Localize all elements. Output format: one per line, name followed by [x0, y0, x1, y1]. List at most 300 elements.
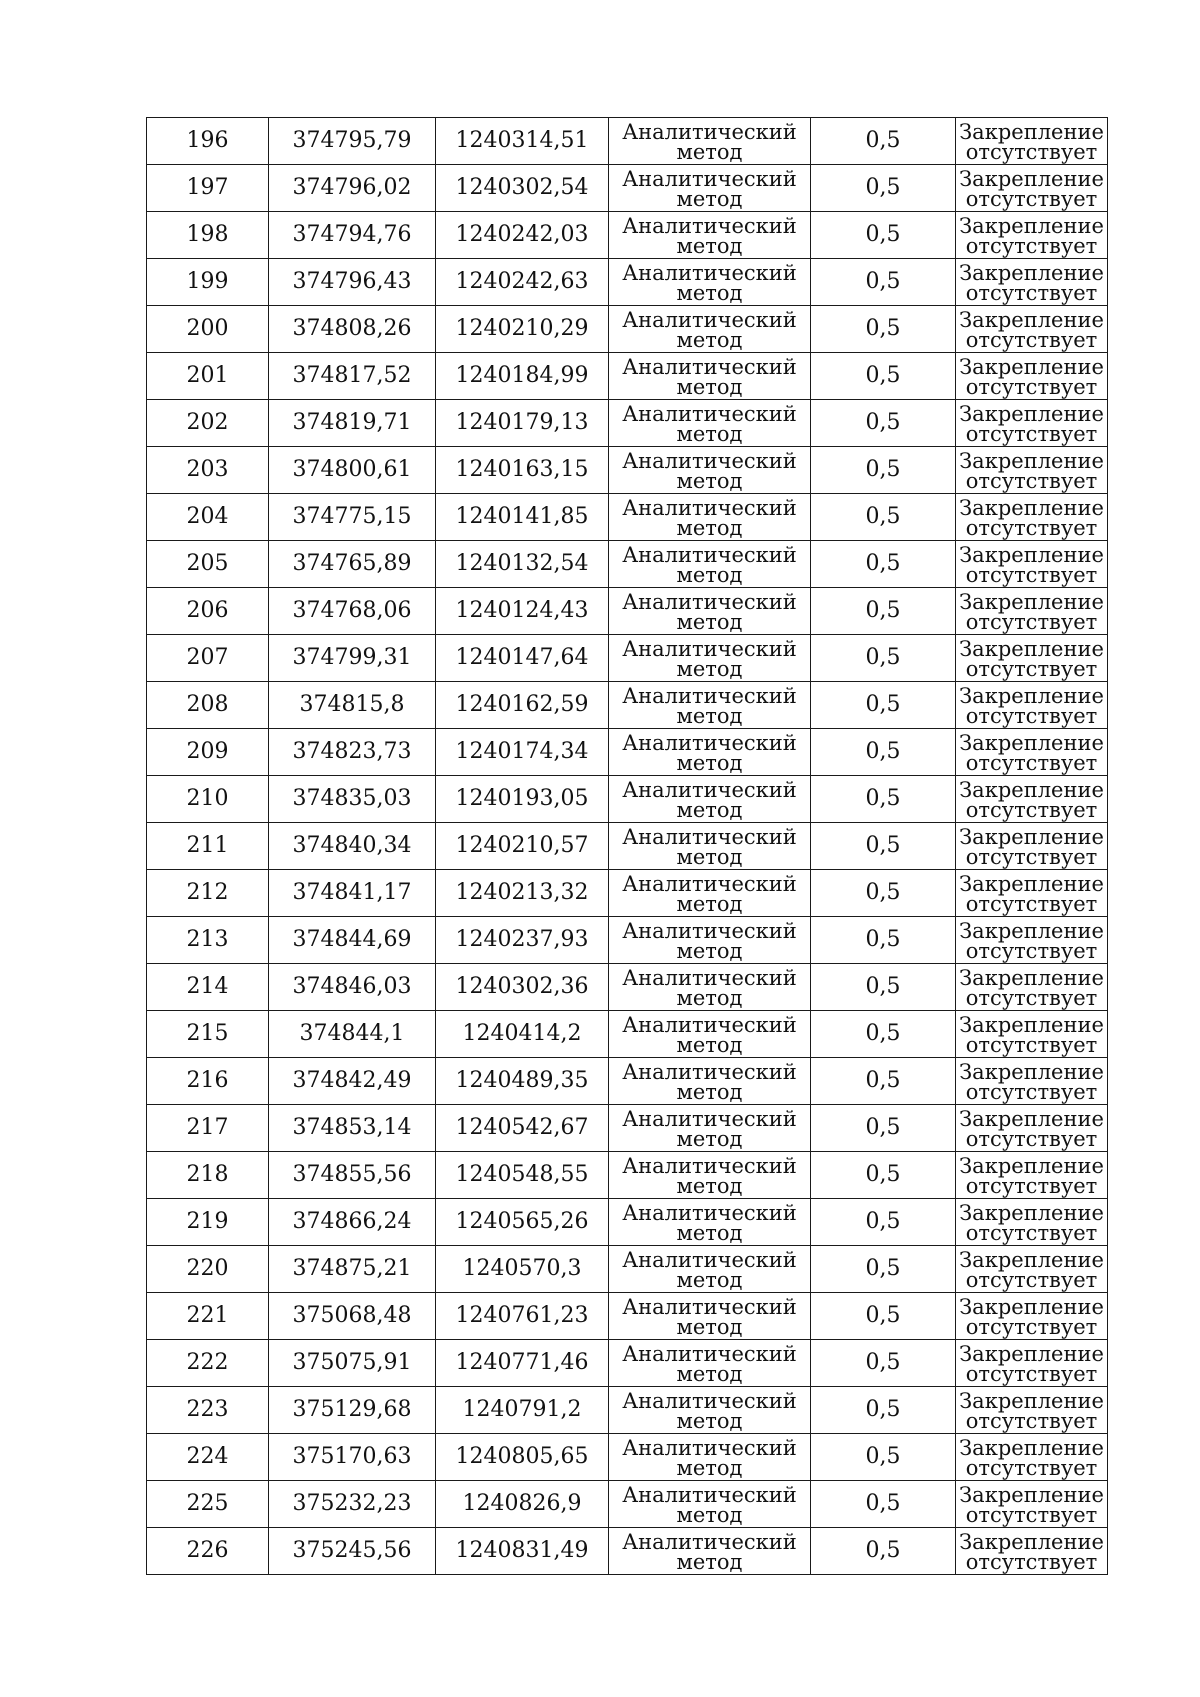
x-coordinate-cell: 374768,06	[269, 588, 436, 635]
accuracy-cell: 0,5	[811, 400, 956, 447]
fixation-line-1: Закрепление	[959, 636, 1104, 661]
fixation-cell	[956, 353, 1108, 400]
point-number-cell: 200	[147, 306, 269, 353]
method-line-1: Аналитический	[622, 1388, 797, 1413]
point-number-cell: 225	[147, 1481, 269, 1528]
fixation-cell	[956, 917, 1108, 964]
x-coordinate-cell: 374795,79	[269, 118, 436, 165]
method-line-2: метод	[676, 139, 743, 164]
method-line-2: метод	[676, 703, 743, 728]
fixation-line-1: Закрепление	[959, 871, 1104, 896]
method-line-1: Аналитический	[622, 1200, 797, 1225]
fixation-line-1: Закрепление	[959, 448, 1104, 473]
point-number-cell: 221	[147, 1293, 269, 1340]
fixation-line-2: отсутствует	[965, 1267, 1098, 1292]
table-row	[147, 400, 1108, 447]
y-coordinate-cell: 1240302,36	[436, 964, 609, 1011]
method-line-2: метод	[676, 233, 743, 258]
method-cell	[609, 1293, 811, 1340]
method-cell	[609, 212, 811, 259]
method-line-2: метод	[676, 1314, 743, 1339]
x-coordinate-cell: 374853,14	[269, 1105, 436, 1152]
fixation-cell	[956, 400, 1108, 447]
method-cell	[609, 541, 811, 588]
fixation-line-1: Закрепление	[959, 589, 1104, 614]
table-row	[147, 1293, 1108, 1340]
point-number-cell: 212	[147, 870, 269, 917]
method-line-2: метод	[676, 1079, 743, 1104]
table-row	[147, 212, 1108, 259]
fixation-line-1: Закрепление	[959, 307, 1104, 332]
method-cell	[609, 729, 811, 776]
point-number-cell: 217	[147, 1105, 269, 1152]
table-row	[147, 541, 1108, 588]
fixation-line-1: Закрепление	[959, 1294, 1104, 1319]
y-coordinate-cell: 1240414,2	[436, 1011, 609, 1058]
point-number-cell: 203	[147, 447, 269, 494]
point-number-cell: 197	[147, 165, 269, 212]
method-line-2: метод	[676, 609, 743, 634]
x-coordinate-cell: 374808,26	[269, 306, 436, 353]
accuracy-cell: 0,5	[811, 1434, 956, 1481]
point-number-cell: 210	[147, 776, 269, 823]
x-coordinate-cell: 374765,89	[269, 541, 436, 588]
method-cell	[609, 447, 811, 494]
accuracy-cell: 0,5	[811, 1528, 956, 1575]
fixation-line-2: отсутствует	[965, 1032, 1098, 1057]
method-line-1: Аналитический	[622, 448, 797, 473]
accuracy-cell: 0,5	[811, 635, 956, 682]
method-cell	[609, 776, 811, 823]
accuracy-cell: 0,5	[811, 1340, 956, 1387]
point-number-cell: 218	[147, 1152, 269, 1199]
table-row	[147, 353, 1108, 400]
fixation-line-2: отсутствует	[965, 985, 1098, 1010]
table-row	[147, 870, 1108, 917]
accuracy-cell: 0,5	[811, 118, 956, 165]
fixation-line-2: отсутствует	[965, 1549, 1098, 1574]
method-line-1: Аналитический	[622, 1341, 797, 1366]
x-coordinate-cell: 374796,02	[269, 165, 436, 212]
y-coordinate-cell: 1240179,13	[436, 400, 609, 447]
x-coordinate-cell: 374846,03	[269, 964, 436, 1011]
method-cell	[609, 1105, 811, 1152]
y-coordinate-cell: 1240210,29	[436, 306, 609, 353]
table-row	[147, 1481, 1108, 1528]
method-line-2: метод	[676, 750, 743, 775]
method-cell	[609, 1246, 811, 1293]
method-cell	[609, 917, 811, 964]
accuracy-cell: 0,5	[811, 1293, 956, 1340]
accuracy-cell: 0,5	[811, 1105, 956, 1152]
fixation-cell	[956, 1246, 1108, 1293]
method-line-1: Аналитический	[622, 1294, 797, 1319]
method-line-1: Аналитический	[622, 495, 797, 520]
point-number-cell: 198	[147, 212, 269, 259]
accuracy-cell: 0,5	[811, 917, 956, 964]
method-line-1: Аналитический	[622, 354, 797, 379]
method-line-1: Аналитический	[622, 589, 797, 614]
method-cell	[609, 1340, 811, 1387]
y-coordinate-cell: 1240548,55	[436, 1152, 609, 1199]
fixation-line-2: отсутствует	[965, 139, 1098, 164]
fixation-cell	[956, 635, 1108, 682]
fixation-cell	[956, 306, 1108, 353]
point-number-cell: 202	[147, 400, 269, 447]
accuracy-cell: 0,5	[811, 823, 956, 870]
method-line-2: метод	[676, 374, 743, 399]
point-number-cell: 213	[147, 917, 269, 964]
y-coordinate-cell: 1240542,67	[436, 1105, 609, 1152]
method-cell	[609, 1058, 811, 1105]
table-row	[147, 1387, 1108, 1434]
y-coordinate-cell: 1240184,99	[436, 353, 609, 400]
x-coordinate-cell: 374844,69	[269, 917, 436, 964]
fixation-cell	[956, 1058, 1108, 1105]
table-row	[147, 823, 1108, 870]
y-coordinate-cell: 1240761,23	[436, 1293, 609, 1340]
method-line-1: Аналитический	[622, 1529, 797, 1554]
x-coordinate-cell: 374799,31	[269, 635, 436, 682]
method-line-1: Аналитический	[622, 307, 797, 332]
table-row	[147, 682, 1108, 729]
fixation-line-2: отсутствует	[965, 750, 1098, 775]
table-row	[147, 1152, 1108, 1199]
accuracy-cell: 0,5	[811, 588, 956, 635]
method-line-1: Аналитический	[622, 542, 797, 567]
y-coordinate-cell: 1240147,64	[436, 635, 609, 682]
point-number-cell: 201	[147, 353, 269, 400]
point-number-cell: 215	[147, 1011, 269, 1058]
y-coordinate-cell: 1240826,9	[436, 1481, 609, 1528]
fixation-cell	[956, 259, 1108, 306]
fixation-cell	[956, 729, 1108, 776]
x-coordinate-cell: 374823,73	[269, 729, 436, 776]
accuracy-cell: 0,5	[811, 165, 956, 212]
x-coordinate-cell: 374855,56	[269, 1152, 436, 1199]
x-coordinate-cell: 375075,91	[269, 1340, 436, 1387]
fixation-line-1: Закрепление	[959, 542, 1104, 567]
method-line-1: Аналитический	[622, 730, 797, 755]
fixation-line-1: Закрепление	[959, 730, 1104, 755]
fixation-line-1: Закрепление	[959, 1529, 1104, 1554]
table-row	[147, 1105, 1108, 1152]
method-line-2: метод	[676, 1126, 743, 1151]
method-line-1: Аналитический	[622, 777, 797, 802]
method-cell	[609, 964, 811, 1011]
fixation-line-1: Закрепление	[959, 1106, 1104, 1131]
fixation-line-1: Закрепление	[959, 166, 1104, 191]
accuracy-cell: 0,5	[811, 1246, 956, 1293]
point-number-cell: 209	[147, 729, 269, 776]
point-number-cell: 216	[147, 1058, 269, 1105]
fixation-line-1: Закрепление	[959, 918, 1104, 943]
accuracy-cell: 0,5	[811, 259, 956, 306]
fixation-line-1: Закрепление	[959, 1388, 1104, 1413]
fixation-line-1: Закрепление	[959, 1482, 1104, 1507]
fixation-line-2: отсутствует	[965, 1502, 1098, 1527]
point-number-cell: 222	[147, 1340, 269, 1387]
point-number-cell: 219	[147, 1199, 269, 1246]
x-coordinate-cell: 374815,8	[269, 682, 436, 729]
method-line-1: Аналитический	[622, 918, 797, 943]
fixation-cell	[956, 1011, 1108, 1058]
method-line-2: метод	[676, 1502, 743, 1527]
method-line-1: Аналитический	[622, 119, 797, 144]
x-coordinate-cell: 374875,21	[269, 1246, 436, 1293]
table-row	[147, 165, 1108, 212]
fixation-line-2: отсутствует	[965, 797, 1098, 822]
fixation-line-1: Закрепление	[959, 777, 1104, 802]
method-line-1: Аналитический	[622, 824, 797, 849]
point-number-cell: 223	[147, 1387, 269, 1434]
point-number-cell: 220	[147, 1246, 269, 1293]
fixation-line-2: отсутствует	[965, 515, 1098, 540]
x-coordinate-cell: 375170,63	[269, 1434, 436, 1481]
method-line-1: Аналитический	[622, 1106, 797, 1131]
method-line-2: метод	[676, 421, 743, 446]
table-row	[147, 306, 1108, 353]
fixation-cell	[956, 682, 1108, 729]
fixation-cell	[956, 494, 1108, 541]
fixation-line-1: Закрепление	[959, 1341, 1104, 1366]
fixation-line-2: отсутствует	[965, 1126, 1098, 1151]
fixation-line-2: отсутствует	[965, 374, 1098, 399]
accuracy-cell: 0,5	[811, 1152, 956, 1199]
table-row	[147, 1528, 1108, 1575]
method-line-2: метод	[676, 1267, 743, 1292]
point-number-cell: 206	[147, 588, 269, 635]
fixation-line-2: отсутствует	[965, 468, 1098, 493]
fixation-line-1: Закрепление	[959, 1012, 1104, 1037]
accuracy-cell: 0,5	[811, 541, 956, 588]
x-coordinate-cell: 374866,24	[269, 1199, 436, 1246]
method-line-2: метод	[676, 985, 743, 1010]
fixation-cell	[956, 964, 1108, 1011]
point-number-cell: 205	[147, 541, 269, 588]
method-line-2: метод	[676, 797, 743, 822]
point-number-cell: 226	[147, 1528, 269, 1575]
table-row	[147, 776, 1108, 823]
accuracy-cell: 0,5	[811, 964, 956, 1011]
method-line-2: метод	[676, 1220, 743, 1245]
table-row	[147, 494, 1108, 541]
fixation-line-1: Закрепление	[959, 1247, 1104, 1272]
y-coordinate-cell: 1240489,35	[436, 1058, 609, 1105]
x-coordinate-cell: 375245,56	[269, 1528, 436, 1575]
method-line-2: метод	[676, 1549, 743, 1574]
accuracy-cell: 0,5	[811, 1058, 956, 1105]
coordinates-table-body	[147, 118, 1108, 1575]
fixation-line-2: отсутствует	[965, 938, 1098, 963]
accuracy-cell: 0,5	[811, 776, 956, 823]
table-row	[147, 635, 1108, 682]
fixation-line-2: отсутствует	[965, 891, 1098, 916]
x-coordinate-cell: 374840,34	[269, 823, 436, 870]
y-coordinate-cell: 1240141,85	[436, 494, 609, 541]
fixation-line-2: отсутствует	[965, 609, 1098, 634]
method-line-1: Аналитический	[622, 1059, 797, 1084]
method-cell	[609, 400, 811, 447]
fixation-cell	[956, 1387, 1108, 1434]
method-cell	[609, 118, 811, 165]
method-cell	[609, 1481, 811, 1528]
table-row	[147, 1434, 1108, 1481]
fixation-cell	[956, 1293, 1108, 1340]
y-coordinate-cell: 1240565,26	[436, 1199, 609, 1246]
method-line-1: Аналитический	[622, 1012, 797, 1037]
x-coordinate-cell: 374775,15	[269, 494, 436, 541]
y-coordinate-cell: 1240570,3	[436, 1246, 609, 1293]
method-line-1: Аналитический	[622, 1247, 797, 1272]
method-cell	[609, 870, 811, 917]
fixation-line-2: отсутствует	[965, 656, 1098, 681]
y-coordinate-cell: 1240124,43	[436, 588, 609, 635]
x-coordinate-cell: 374835,03	[269, 776, 436, 823]
fixation-line-1: Закрепление	[959, 354, 1104, 379]
fixation-cell	[956, 588, 1108, 635]
table-row	[147, 1340, 1108, 1387]
accuracy-cell: 0,5	[811, 1011, 956, 1058]
x-coordinate-cell: 374841,17	[269, 870, 436, 917]
fixation-cell	[956, 1340, 1108, 1387]
fixation-line-1: Закрепление	[959, 401, 1104, 426]
fixation-line-2: отсутствует	[965, 844, 1098, 869]
fixation-cell	[956, 1199, 1108, 1246]
accuracy-cell: 0,5	[811, 1387, 956, 1434]
method-line-1: Аналитический	[622, 1482, 797, 1507]
y-coordinate-cell: 1240237,93	[436, 917, 609, 964]
fixation-line-2: отсутствует	[965, 562, 1098, 587]
method-line-1: Аналитический	[622, 636, 797, 661]
table-row	[147, 1011, 1108, 1058]
method-cell	[609, 494, 811, 541]
fixation-cell	[956, 212, 1108, 259]
y-coordinate-cell: 1240163,15	[436, 447, 609, 494]
fixation-line-1: Закрепление	[959, 1200, 1104, 1225]
fixation-line-1: Закрепление	[959, 260, 1104, 285]
fixation-line-2: отсутствует	[965, 233, 1098, 258]
method-line-2: метод	[676, 1455, 743, 1480]
table-row	[147, 588, 1108, 635]
fixation-line-1: Закрепление	[959, 495, 1104, 520]
accuracy-cell: 0,5	[811, 729, 956, 776]
fixation-line-1: Закрепление	[959, 824, 1104, 849]
point-number-cell: 204	[147, 494, 269, 541]
fixation-cell	[956, 1481, 1108, 1528]
fixation-line-2: отсутствует	[965, 186, 1098, 211]
accuracy-cell: 0,5	[811, 1481, 956, 1528]
accuracy-cell: 0,5	[811, 494, 956, 541]
fixation-cell	[956, 447, 1108, 494]
x-coordinate-cell: 374817,52	[269, 353, 436, 400]
method-cell	[609, 1434, 811, 1481]
method-cell	[609, 165, 811, 212]
method-line-1: Аналитический	[622, 260, 797, 285]
method-line-2: метод	[676, 1361, 743, 1386]
method-line-2: метод	[676, 1032, 743, 1057]
x-coordinate-cell: 374819,71	[269, 400, 436, 447]
fixation-line-2: отсутствует	[965, 327, 1098, 352]
method-cell	[609, 1152, 811, 1199]
method-cell	[609, 353, 811, 400]
table-row	[147, 1058, 1108, 1105]
fixation-line-2: отсутствует	[965, 1079, 1098, 1104]
method-cell	[609, 1199, 811, 1246]
fixation-cell	[956, 776, 1108, 823]
fixation-line-2: отсутствует	[965, 280, 1098, 305]
method-line-1: Аналитический	[622, 213, 797, 238]
accuracy-cell: 0,5	[811, 1199, 956, 1246]
method-line-2: метод	[676, 515, 743, 540]
method-line-2: метод	[676, 1173, 743, 1198]
method-line-2: метод	[676, 186, 743, 211]
x-coordinate-cell: 374842,49	[269, 1058, 436, 1105]
method-cell	[609, 682, 811, 729]
method-line-1: Аналитический	[622, 401, 797, 426]
method-line-2: метод	[676, 844, 743, 869]
y-coordinate-cell: 1240805,65	[436, 1434, 609, 1481]
fixation-cell	[956, 1152, 1108, 1199]
method-cell	[609, 823, 811, 870]
fixation-line-1: Закрепление	[959, 965, 1104, 990]
fixation-line-1: Закрепление	[959, 119, 1104, 144]
fixation-line-1: Закрепление	[959, 1153, 1104, 1178]
method-line-2: метод	[676, 656, 743, 681]
coordinates-table	[146, 117, 1108, 1575]
point-number-cell: 214	[147, 964, 269, 1011]
fixation-line-2: отсутствует	[965, 703, 1098, 728]
method-line-2: метод	[676, 468, 743, 493]
table-row	[147, 259, 1108, 306]
fixation-line-2: отсутствует	[965, 1361, 1098, 1386]
y-coordinate-cell: 1240132,54	[436, 541, 609, 588]
y-coordinate-cell: 1240831,49	[436, 1528, 609, 1575]
fixation-line-2: отсутствует	[965, 421, 1098, 446]
fixation-cell	[956, 870, 1108, 917]
table-row	[147, 917, 1108, 964]
fixation-cell	[956, 165, 1108, 212]
fixation-cell	[956, 823, 1108, 870]
method-line-2: метод	[676, 327, 743, 352]
table-row	[147, 1199, 1108, 1246]
method-cell	[609, 259, 811, 306]
y-coordinate-cell: 1240314,51	[436, 118, 609, 165]
y-coordinate-cell: 1240193,05	[436, 776, 609, 823]
x-coordinate-cell: 374844,1	[269, 1011, 436, 1058]
point-number-cell: 224	[147, 1434, 269, 1481]
fixation-line-2: отсутствует	[965, 1455, 1098, 1480]
fixation-cell	[956, 1528, 1108, 1575]
accuracy-cell: 0,5	[811, 447, 956, 494]
accuracy-cell: 0,5	[811, 212, 956, 259]
y-coordinate-cell: 1240210,57	[436, 823, 609, 870]
table-row	[147, 964, 1108, 1011]
table-row	[147, 447, 1108, 494]
x-coordinate-cell: 374796,43	[269, 259, 436, 306]
accuracy-cell: 0,5	[811, 682, 956, 729]
x-coordinate-cell: 375129,68	[269, 1387, 436, 1434]
method-line-1: Аналитический	[622, 166, 797, 191]
method-line-1: Аналитический	[622, 871, 797, 896]
y-coordinate-cell: 1240162,59	[436, 682, 609, 729]
y-coordinate-cell: 1240791,2	[436, 1387, 609, 1434]
y-coordinate-cell: 1240242,03	[436, 212, 609, 259]
method-line-1: Аналитический	[622, 683, 797, 708]
fixation-line-1: Закрепление	[959, 683, 1104, 708]
point-number-cell: 211	[147, 823, 269, 870]
method-line-1: Аналитический	[622, 1153, 797, 1178]
